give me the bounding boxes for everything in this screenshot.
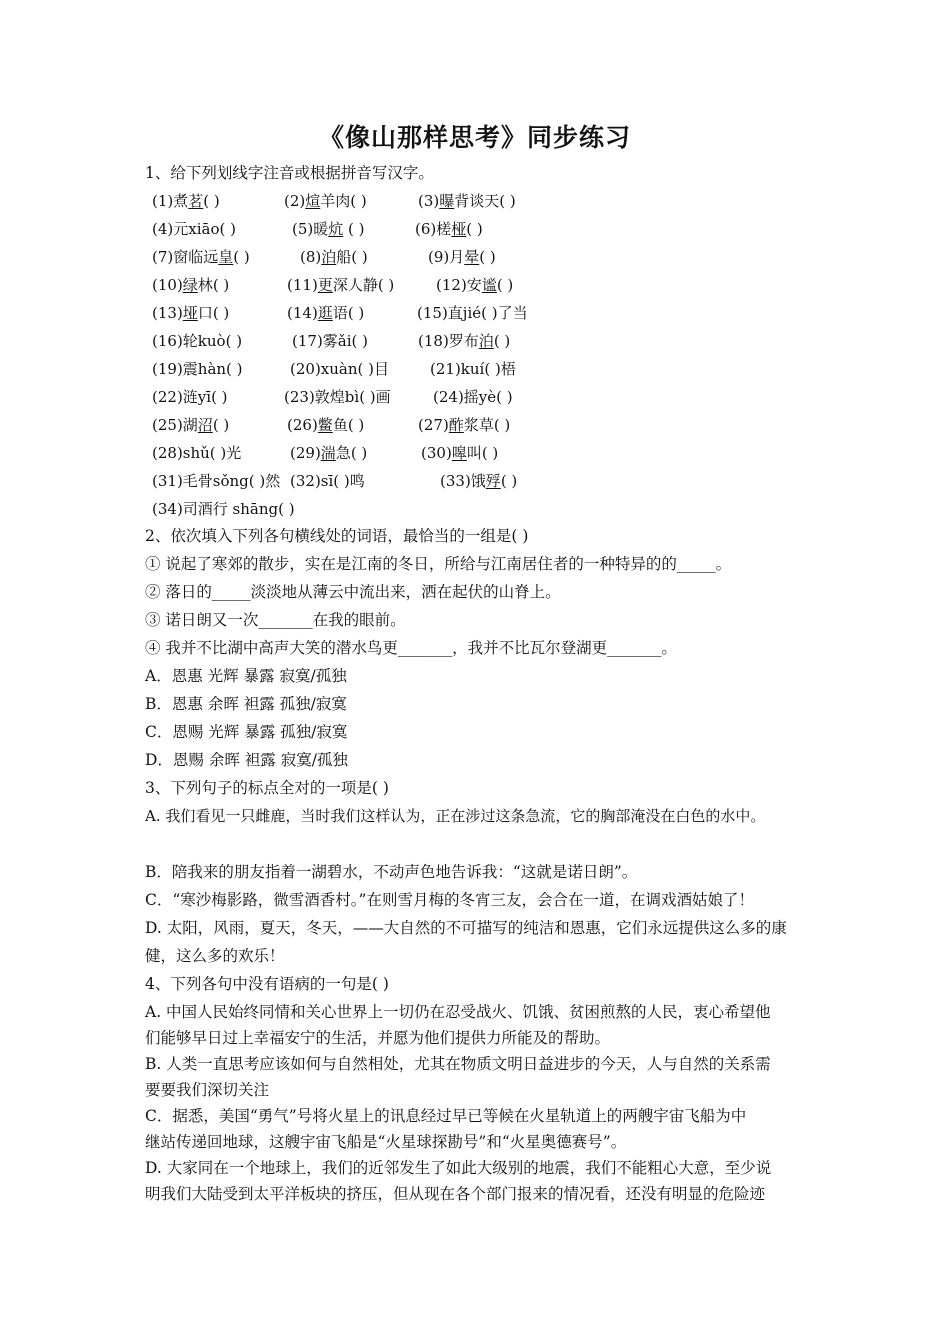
q3-option-b: B．陪我来的朋友指着一湖碧水，不动声色地告诉我：“这就是诺日朗”。 bbox=[145, 863, 638, 881]
q1-item bbox=[152, 275, 229, 295]
q1-item-underlined-char: 谧 bbox=[481, 276, 497, 294]
q1-item bbox=[418, 331, 510, 351]
q1-item-underlined-char: 煊 bbox=[305, 192, 321, 210]
q1-item-text: (31)毛骨sǒng( )然 bbox=[152, 472, 281, 490]
q1-item-underlined-char: 酢 bbox=[448, 416, 464, 434]
q1-item bbox=[292, 331, 368, 351]
q1-item-text: 急( ) bbox=[335, 444, 368, 462]
q1-item-text: (8) bbox=[300, 248, 322, 266]
q2-sentence: ① 说起了寒郊的散步，实在是江南的冬日，所给与江南居住者的一种特异的的_____。 bbox=[145, 555, 732, 573]
q1-item-text: (7)窗临远 bbox=[152, 248, 219, 266]
q1-item-text: (24)摇yè( ) bbox=[433, 388, 513, 406]
q1-item-text: (20)xuàn( )目 bbox=[290, 360, 389, 378]
q1-item-text: (17)雾ǎi( ) bbox=[292, 332, 369, 350]
q1-item-underlined-char: 泊 bbox=[321, 248, 337, 266]
q1-item bbox=[436, 275, 513, 295]
q2-option-c: C．恩赐 光辉 暴露 孤独/寂寞 bbox=[145, 723, 348, 741]
q1-item bbox=[152, 415, 229, 435]
q1-item-text: (15)直jié( )了当 bbox=[417, 304, 528, 322]
q1-item-text: (27) bbox=[418, 416, 449, 434]
q1-item bbox=[421, 443, 498, 463]
q1-item bbox=[417, 303, 528, 323]
q4-option-b: B. 人类一直思考应该如何与自然相处，尤其在物质文明日益进步的今天，人与自然的关系需 bbox=[145, 1055, 771, 1073]
q1-item-underlined-char: 茗 bbox=[188, 192, 204, 210]
q1-item-text: (21)kuí( )梧 bbox=[430, 360, 516, 378]
q1-item-text: (22)涟yī( ) bbox=[152, 388, 228, 406]
q1-item-text: 林( ) bbox=[197, 276, 230, 294]
q1-item-underlined-char: 炕 bbox=[328, 220, 344, 238]
q1-item bbox=[290, 443, 367, 463]
q1-item bbox=[430, 359, 516, 379]
q1-item-underlined-char: 鳖 bbox=[317, 416, 333, 434]
q1-item bbox=[152, 359, 243, 379]
q1-item-underlined-char: 泊 bbox=[478, 332, 494, 350]
q1-item-text: (3) bbox=[418, 192, 440, 210]
q1-item-text: (1)煮 bbox=[152, 192, 189, 210]
q1-item-underlined-char: 更 bbox=[317, 276, 333, 294]
q4-option-b-cont: 要要我们深切关注 bbox=[145, 1081, 270, 1099]
q1-item bbox=[284, 387, 391, 407]
q2-sentence: ③ 诺日朗又一次_______在我的眼前。 bbox=[145, 611, 406, 629]
q1-item-text: (33)饿 bbox=[440, 472, 486, 490]
q1-item-underlined-char: 嗥 bbox=[451, 444, 467, 462]
q1-item bbox=[290, 359, 389, 379]
page-title: 《像山那样思考》同步练习 bbox=[318, 123, 631, 152]
q1-item-text: (14) bbox=[287, 304, 318, 322]
q4-option-a: A. 中国人民始终同情和关心世界上一切仍在忍受战火、饥饿、贫困煎熬的人民，衷心希望他 bbox=[145, 1003, 771, 1021]
q1-item bbox=[418, 191, 516, 211]
q1-item-text: (29) bbox=[290, 444, 321, 462]
q1-item-text: (9)月 bbox=[428, 248, 465, 266]
q1-item bbox=[152, 387, 228, 407]
q1-item bbox=[152, 247, 250, 267]
q1-item bbox=[287, 415, 364, 435]
q1-item-text: 鱼( ) bbox=[332, 416, 365, 434]
q1-item-text: (34)司酒行 shāng( ) bbox=[152, 500, 295, 518]
q1-item-text: (16)轮kuò( ) bbox=[152, 332, 243, 350]
q1-item bbox=[415, 219, 483, 239]
q1-heading: 1、给下列划线字注音或根据拼音写汉字。 bbox=[145, 164, 434, 182]
q1-item-underlined-char: 湍 bbox=[320, 444, 336, 462]
q1-item bbox=[152, 219, 236, 239]
q1-item bbox=[428, 247, 496, 267]
q1-item-text: (12)安 bbox=[436, 276, 482, 294]
q1-item-text: (28)shǔ( )光 bbox=[152, 444, 242, 462]
q1-item-text: 船( ) bbox=[336, 248, 368, 266]
q1-item-underlined-char: 绿 bbox=[182, 276, 198, 294]
q1-item-underlined-char: 沼 bbox=[197, 416, 213, 434]
q1-item bbox=[287, 303, 364, 323]
q1-item-text: (18)罗布 bbox=[418, 332, 479, 350]
q2-option-a: A．恩惠 光辉 暴露 寂寞/孤独 bbox=[145, 667, 347, 685]
q1-item-text: (6)槎 bbox=[415, 220, 452, 238]
q2-sentence: ② 落日的_____淡淡地从薄云中流出来，洒在起伏的山脊上。 bbox=[145, 583, 561, 601]
q1-item-text: ( ) bbox=[233, 248, 250, 266]
q1-item-text: (13) bbox=[152, 304, 183, 322]
q3-option-a: A. 我们看见一只雌鹿，当时我们这样认为，正在涉过这条急流，它的胸部淹没在白色的水中。 bbox=[145, 807, 766, 825]
q1-item bbox=[287, 275, 394, 295]
q1-item-text: 语( ) bbox=[332, 304, 365, 322]
q4-option-d-cont: 明我们大陆受到太平洋板块的挤压，但从现在各个部门报来的情况看，还没有明显的危险迹 bbox=[145, 1185, 766, 1203]
q2-option-d: D．恩赐 余晖 袒露 寂寞/孤独 bbox=[145, 751, 348, 769]
q1-item bbox=[433, 387, 513, 407]
q1-item-underlined-char: 逛 bbox=[317, 304, 333, 322]
q1-item bbox=[418, 415, 510, 435]
q1-item-text: ( ) bbox=[479, 248, 496, 266]
q3-option-d-cont: 健，这么多的欢乐！ bbox=[145, 947, 285, 965]
q1-item-text: (26) bbox=[287, 416, 318, 434]
q3-option-d: D. 太阳，风雨，夏天，冬天，——大自然的不可描写的纯洁和恩惠，它们永远提供这么多的康 bbox=[145, 919, 787, 937]
q1-item bbox=[152, 303, 229, 323]
q1-item-underlined-char: 曝 bbox=[439, 192, 455, 210]
q1-item-underlined-char: 晕 bbox=[464, 248, 480, 266]
q1-item-text: 浆草( ) bbox=[463, 416, 511, 434]
q4-option-d: D. 大家同在一个地球上，我们的近邻发生了如此大级别的地震，我们不能粗心大意，至少说 bbox=[145, 1159, 772, 1177]
q1-item-text: 深人静( ) bbox=[332, 276, 395, 294]
q4-heading: 4、下列各句中没有语病的一句是( ) bbox=[145, 975, 389, 993]
q1-item bbox=[300, 247, 368, 267]
q1-item bbox=[152, 443, 241, 463]
q1-item-text: ( ) bbox=[500, 472, 518, 490]
q1-item-text: 背谈天( ) bbox=[454, 192, 516, 210]
q1-item bbox=[152, 499, 295, 519]
q1-item-text: ( ) bbox=[493, 332, 511, 350]
q1-item-text: ( ) bbox=[203, 192, 220, 210]
q1-item-underlined-char: 皇 bbox=[218, 248, 234, 266]
q1-item-text: (23)敦煌bì( )画 bbox=[284, 388, 391, 406]
q1-item-underlined-char: 桠 bbox=[451, 220, 467, 238]
q1-item-text: (11) bbox=[287, 276, 318, 294]
q1-item-text: ( ) bbox=[212, 416, 230, 434]
q1-item-text: ( ) bbox=[343, 220, 365, 238]
q1-item bbox=[152, 471, 280, 491]
q1-item-text: 口( ) bbox=[197, 304, 230, 322]
q1-item bbox=[292, 219, 365, 239]
q1-item-text: 羊肉( ) bbox=[320, 192, 367, 210]
q1-item bbox=[152, 331, 242, 351]
q1-item-text: (32)sī( )鸣 bbox=[290, 472, 365, 490]
q4-option-a-cont: 们能够早日过上幸福安宁的生活，并愿为他们提供力所能及的帮助。 bbox=[145, 1029, 611, 1047]
q1-item-text: ( ) bbox=[496, 276, 514, 294]
q3-heading: 3、下列句子的标点全对的一项是( ) bbox=[145, 779, 389, 797]
q1-item-text: (5)暖 bbox=[292, 220, 329, 238]
q4-option-c-cont: 继站传递回地球，这艘宇宙飞船是“火星球探勘号”和“火星奥德赛号”。 bbox=[145, 1133, 627, 1151]
q1-item-text: (2) bbox=[284, 192, 306, 210]
q1-item bbox=[290, 471, 365, 491]
q1-item-text: (25)湖 bbox=[152, 416, 198, 434]
q1-item-text: (30) bbox=[421, 444, 452, 462]
q1-item-underlined-char: 垭 bbox=[182, 304, 198, 322]
q1-item-text: (10) bbox=[152, 276, 183, 294]
q1-item bbox=[440, 471, 517, 491]
q1-item-text: ( ) bbox=[466, 220, 483, 238]
q1-item-text: (4)元xiāo( ) bbox=[152, 220, 236, 238]
q1-item bbox=[284, 191, 367, 211]
q2-option-b: B．恩惠 余晖 袒露 孤独/寂寞 bbox=[145, 695, 347, 713]
q3-option-c: C．“寒沙梅影路，微雪酒香村。”在则雪月梅的冬宵三友，会合在一道，在调戏酒姑娘了！ bbox=[145, 891, 754, 909]
q1-item bbox=[152, 191, 220, 211]
q4-option-c: C．据悉，美国“勇气”号将火星上的讯息经过早已等候在火星轨道上的两艘宇宙飞船为中 bbox=[145, 1107, 747, 1125]
q1-item-text: 叫( ) bbox=[466, 444, 499, 462]
q1-item-underlined-char: 殍 bbox=[485, 472, 501, 490]
q2-heading: 2、依次填入下列各句横线处的词语，最恰当的一组是( ) bbox=[145, 527, 529, 545]
q1-item-text: (19)震hàn( ) bbox=[152, 360, 243, 378]
q2-sentence: ④ 我并不比湖中高声大笑的潜水鸟更_______，我并不比瓦尔登湖更_______。 bbox=[145, 639, 677, 657]
